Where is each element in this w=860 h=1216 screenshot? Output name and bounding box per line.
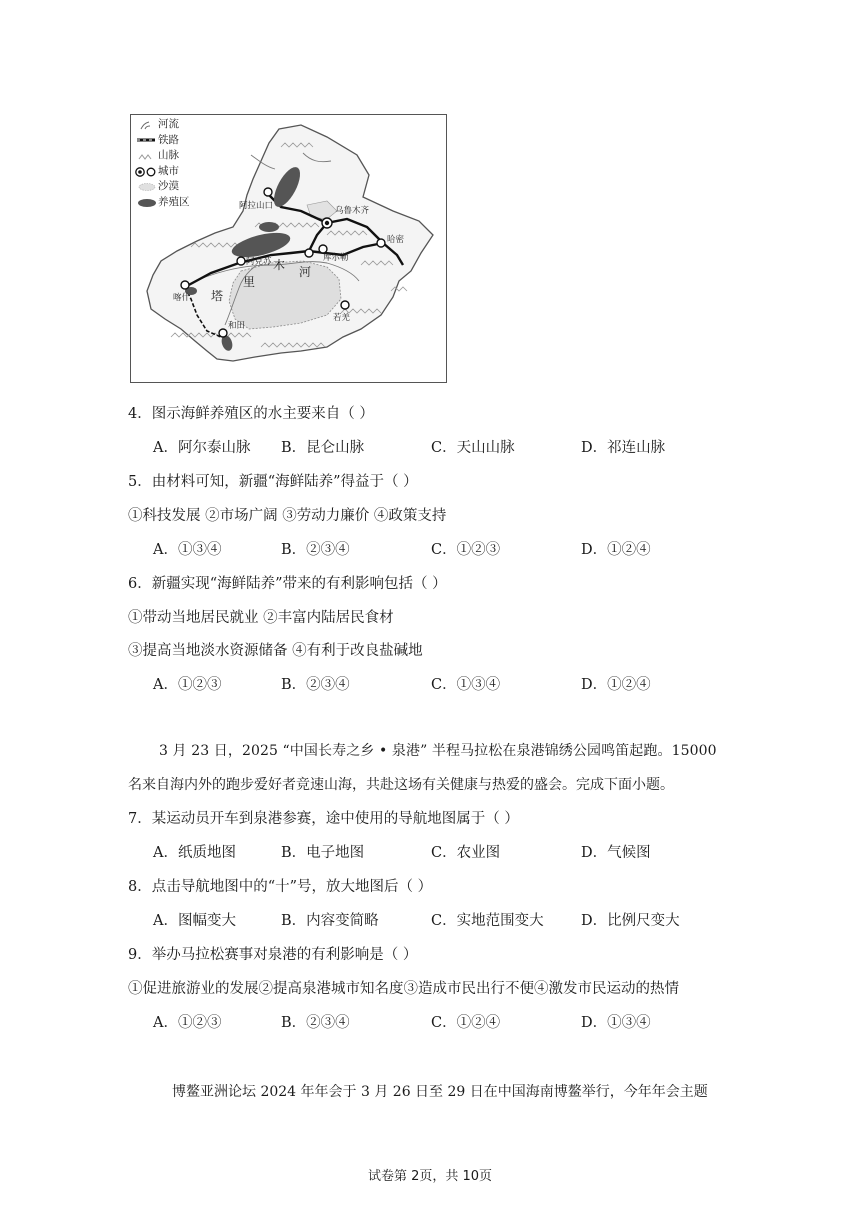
q9-option-c[interactable]: C．①②④: [431, 1015, 501, 1031]
q8-option-b[interactable]: B．内容变简略: [281, 913, 379, 929]
legend-label: 铁路: [158, 133, 179, 146]
q7-option-c[interactable]: C．农业图: [431, 845, 501, 861]
question-6-stem: 6．新疆实现“海鲜陆养”带来的有利影响包括（ ）: [128, 576, 447, 592]
legend-item: [133, 164, 205, 180]
q6-option-d[interactable]: D．①②④: [581, 677, 651, 693]
question-6-choices-1: ①带动当地居民就业 ②丰富内陆居民食材: [128, 610, 394, 626]
passage-marathon-line-1: 3 月 23 日，2025 “中国长寿之乡 • 泉港” 半程马拉松在泉港锦绣公园鸣笛起跑。15000: [159, 743, 717, 759]
q9-option-a[interactable]: A．①②③: [153, 1015, 222, 1031]
desert-icon: [133, 181, 157, 193]
q8-option-a[interactable]: A．图幅变大: [153, 913, 236, 929]
q8-option-d[interactable]: D．比例尺变大: [581, 913, 680, 929]
label-ruoqiang: 若羌: [333, 313, 351, 323]
legend-label: 河流: [158, 118, 179, 130]
page-footer: 试卷第 2页，共 10页: [367, 1169, 493, 1184]
q6-option-b[interactable]: B．②③④: [281, 677, 350, 693]
legend-item: [133, 195, 205, 211]
label-urumqi: 乌鲁木齐: [335, 206, 370, 216]
river-icon: [133, 119, 157, 131]
label-hotan: 和田: [228, 321, 246, 331]
q5-option-a[interactable]: A．①③④: [153, 542, 222, 558]
q6-option-c[interactable]: C．①③④: [431, 677, 501, 693]
railway-icon: [133, 134, 157, 146]
q7-option-b[interactable]: B．电子地图: [281, 845, 365, 861]
q4-option-b[interactable]: B．昆仑山脉: [281, 440, 365, 456]
label-river-li: 里: [243, 275, 256, 289]
capital-city-dot: [325, 221, 329, 225]
label-aksu: 阿克苏: [246, 257, 272, 267]
q7-option-a[interactable]: A．纸质地图: [153, 845, 236, 861]
city-icon: [133, 166, 157, 178]
label-river-ta: 塔: [211, 289, 224, 303]
label-korla: 库尔勒: [323, 253, 349, 263]
q9-option-b[interactable]: B．②③④: [281, 1015, 350, 1031]
label-river-he: 河: [299, 265, 312, 279]
label-kashgar: 喀什: [173, 293, 191, 303]
q9-option-d[interactable]: D．①③④: [581, 1015, 651, 1031]
question-9-stem: 9．举办马拉松赛事对泉港的有利影响是（ ）: [128, 947, 418, 963]
xinjiang-map: [130, 114, 447, 383]
q4-option-d[interactable]: D．祁连山脉: [581, 440, 666, 456]
question-9-choices: ①促进旅游业的发展②提高泉港城市知名度③造成市民出行不便④激发市民运动的热情: [128, 981, 679, 997]
legend-label: 城市: [158, 164, 179, 177]
question-5-stem: 5．由材料可知，新疆“海鲜陆养”得益于（ ）: [128, 474, 418, 490]
mountain-icon: [133, 150, 157, 162]
q6-option-a[interactable]: A．①②③: [153, 677, 222, 693]
passage-boao-line-1: 博鳌亚洲论坛 2024 年年会于 3 月 26 日至 29 日在中国海南博鳌举行，今年年会主题: [172, 1084, 708, 1100]
map-legend: [133, 117, 205, 211]
legend-label: 沙漠: [158, 180, 179, 193]
q5-option-c[interactable]: C．①②③: [431, 542, 501, 558]
q7-option-d[interactable]: D．气候图: [581, 845, 651, 861]
question-4-stem: 4．图示海鲜养殖区的水主要来自（ ）: [128, 406, 374, 422]
question-7-stem: 7．某运动员开车到泉港参赛，途中使用的导航地图属于（ ）: [128, 811, 519, 827]
legend-label: 山脉: [158, 149, 179, 162]
q4-option-a[interactable]: A．阿尔泰山脉: [153, 440, 251, 456]
question-5-choices: ①科技发展 ②市场广阔 ③劳动力廉价 ④政策支持: [128, 508, 447, 524]
legend-item: [133, 148, 205, 164]
q5-option-b[interactable]: B．②③④: [281, 542, 350, 558]
question-6-choices-2: ③提高当地淡水资源储备 ④有利于改良盐碱地: [128, 643, 423, 659]
legend-item: [133, 133, 205, 149]
legend-item: [133, 117, 205, 133]
passage-marathon-line-2: 名来自海内外的跑步爱好者竞速山海，共赴这场有关健康与热爱的盛会。完成下面小题。: [128, 777, 674, 793]
q4-option-c[interactable]: C．天山山脉: [431, 440, 515, 456]
q5-option-d[interactable]: D．①②④: [581, 542, 651, 558]
legend-label: 养殖区: [158, 195, 190, 208]
label-river-mu: 木: [273, 258, 286, 272]
q8-option-c[interactable]: C．实地范围变大: [431, 913, 544, 929]
label-hami: 哈密: [387, 235, 405, 245]
label-alashankou: 阿拉山口: [239, 201, 274, 211]
aquaculture-icon: [133, 197, 157, 209]
question-8-stem: 8．点击导航地图中的“十”号，放大地图后（ ）: [128, 879, 433, 895]
legend-item: [133, 179, 205, 195]
